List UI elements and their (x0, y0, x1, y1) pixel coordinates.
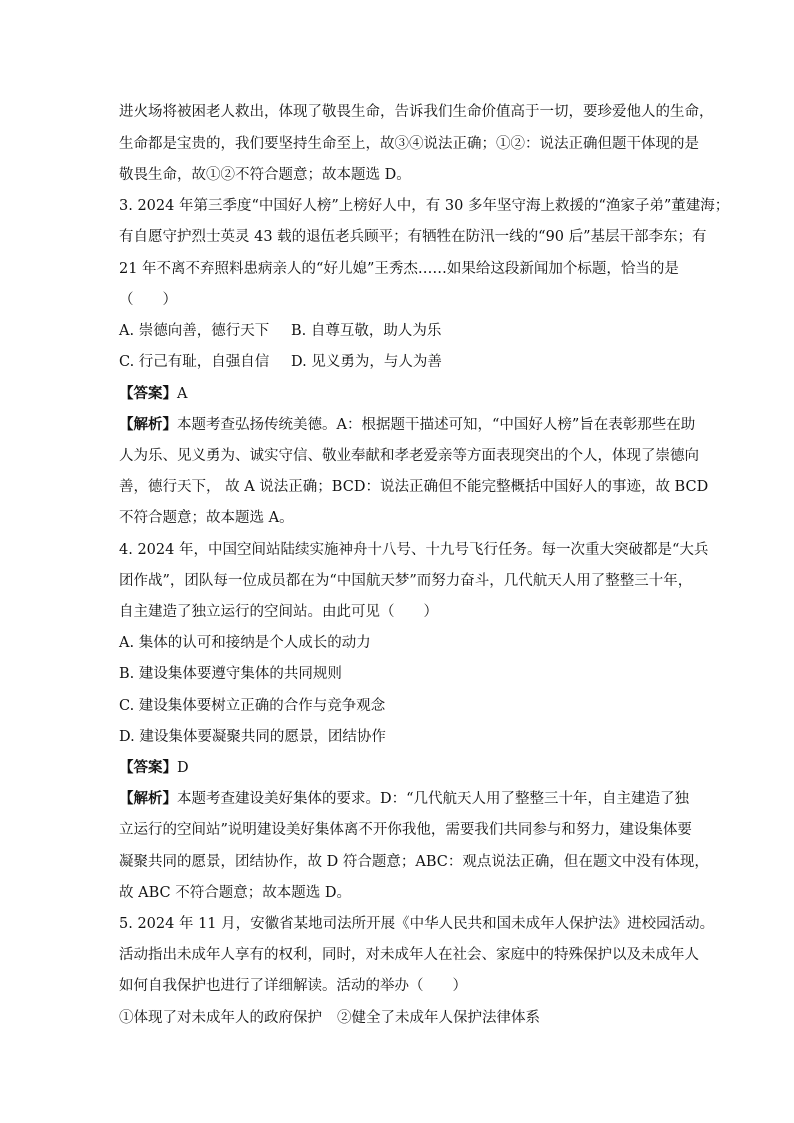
question-5-stem: 活动指出未成年人享有的权利，同时，对未成年人在社会、家庭中的特殊保护以及未成年人 (119, 947, 699, 963)
option-c: C. 建设集体要树立正确的合作与竞争观念 (119, 698, 386, 714)
option-d: D. 建设集体要凝聚共同的愿景，团结协作 (119, 729, 386, 745)
answer-value: D (177, 760, 189, 776)
question-5-options-row (119, 1008, 540, 1028)
option-d: D. 见义勇为，与人为善 (291, 354, 442, 370)
analysis-line: 人为乐、见义勇为、诚实守信、敬业奉献和孝老爱亲等方面表现突出的个人，体现了崇德向 (119, 448, 699, 464)
answer-tag: 【答案】 (119, 385, 177, 402)
analysis-tag: 【解析】 (119, 416, 177, 433)
question-3-stem: 3. 2024 年第三季度“中国好人榜”上榜好人中，有 30 多年坚守海上救援的“渔家子弟”董建海； (119, 198, 730, 214)
answer-line (119, 384, 187, 404)
option-a: A. 集体的认可和接纳是个人成长的动力 (119, 635, 371, 651)
text-line: 进火场将被困老人救出，体现了敬畏生命，告诉我们生命价值高于一切，要珍爱他人的生命， (119, 104, 714, 120)
question-3-stem: 21 年不离不弃照料患病亲人的“好儿媳”王秀杰……如果给这段新闻加个标题，恰当的是 (119, 261, 679, 277)
option-b: B. 自尊互敬，助人为乐 (291, 323, 442, 339)
question-4-stem: 4. 2024 年，中国空间站陆续实施神舟十八号、十九号飞行任务。每一次重大突破都是“大兵 (119, 542, 709, 558)
option-2: ②健全了未成年人保护法律体系 (337, 1010, 540, 1026)
analysis-line: 凝聚共同的愿景，团结协作，故 D 符合题意；ABC：观点说法正确，但在题文中没有体现， (119, 854, 709, 870)
analysis-line: 善，德行天下， 故 A 说法正确；BCD：说法正确但不能完整概括中国好人的事迹，故 BCD (119, 479, 709, 495)
option-1: ①体现了对未成年人的政府保护 (119, 1010, 322, 1026)
question-4-stem: 自主建造了独立运行的空间站。由此可见（ ） (119, 604, 438, 620)
option-a: A. 崇德向善，德行天下 (119, 323, 270, 339)
question-3-stem: 有自愿守护烈士英灵 43 载的退伍老兵顾平；有牺牲在防汛一线的“90 后”基层干部李东；有 (119, 229, 707, 245)
option-c: C. 行己有耻，自强自信 (119, 354, 270, 370)
text-line: 敬畏生命，故①②不符合题意；故本题选 D。 (119, 167, 411, 183)
text-line: 生命都是宝贵的，我们要坚持生命至上，故③④说法正确；①②：说法正确但题干体现的是 (119, 136, 699, 152)
option-b: B. 建设集体要遵守集体的共同规则 (119, 666, 342, 682)
answer-tag: 【答案】 (119, 759, 177, 776)
question-5-stem: 5. 2024 年 11 月，安徽省某地司法所开展《中华人民共和国未成年人保护法》进校园活动。 (119, 916, 715, 932)
question-3-blank: （ ） (119, 292, 177, 308)
analysis-text: 本题考查建设美好集体的要求。D：“几代航天人用了整整三十年，自主建造了独 (177, 791, 690, 807)
analysis-line (119, 415, 695, 435)
question-3-options-row (119, 321, 441, 341)
answer-value: A (177, 386, 188, 402)
analysis-tag: 【解析】 (119, 790, 177, 807)
analysis-line: 不符合题意；故本题选 A。 (119, 510, 294, 526)
analysis-line (119, 789, 689, 809)
question-5-stem: 如何自我保护也进行了详细解读。活动的举办（ ） (119, 978, 467, 994)
question-3-options-row (119, 352, 442, 372)
analysis-text: 本题考查弘扬传统美德。A：根据题干描述可知，“中国好人榜”旨在表彰那些在助 (177, 417, 696, 433)
analysis-line: 立运行的空间站”说明建设美好集体离不开你我他，需要我们共同参与和努力，建设集体要 (119, 822, 692, 838)
question-4-stem: 团作战”，团队每一位成员都在为“中国航天梦”而努力奋斗，几代航天人用了整整三十年， (119, 573, 693, 589)
analysis-line: 故 ABC 不符合题意；故本题选 D。 (119, 885, 351, 901)
answer-line (119, 758, 189, 778)
